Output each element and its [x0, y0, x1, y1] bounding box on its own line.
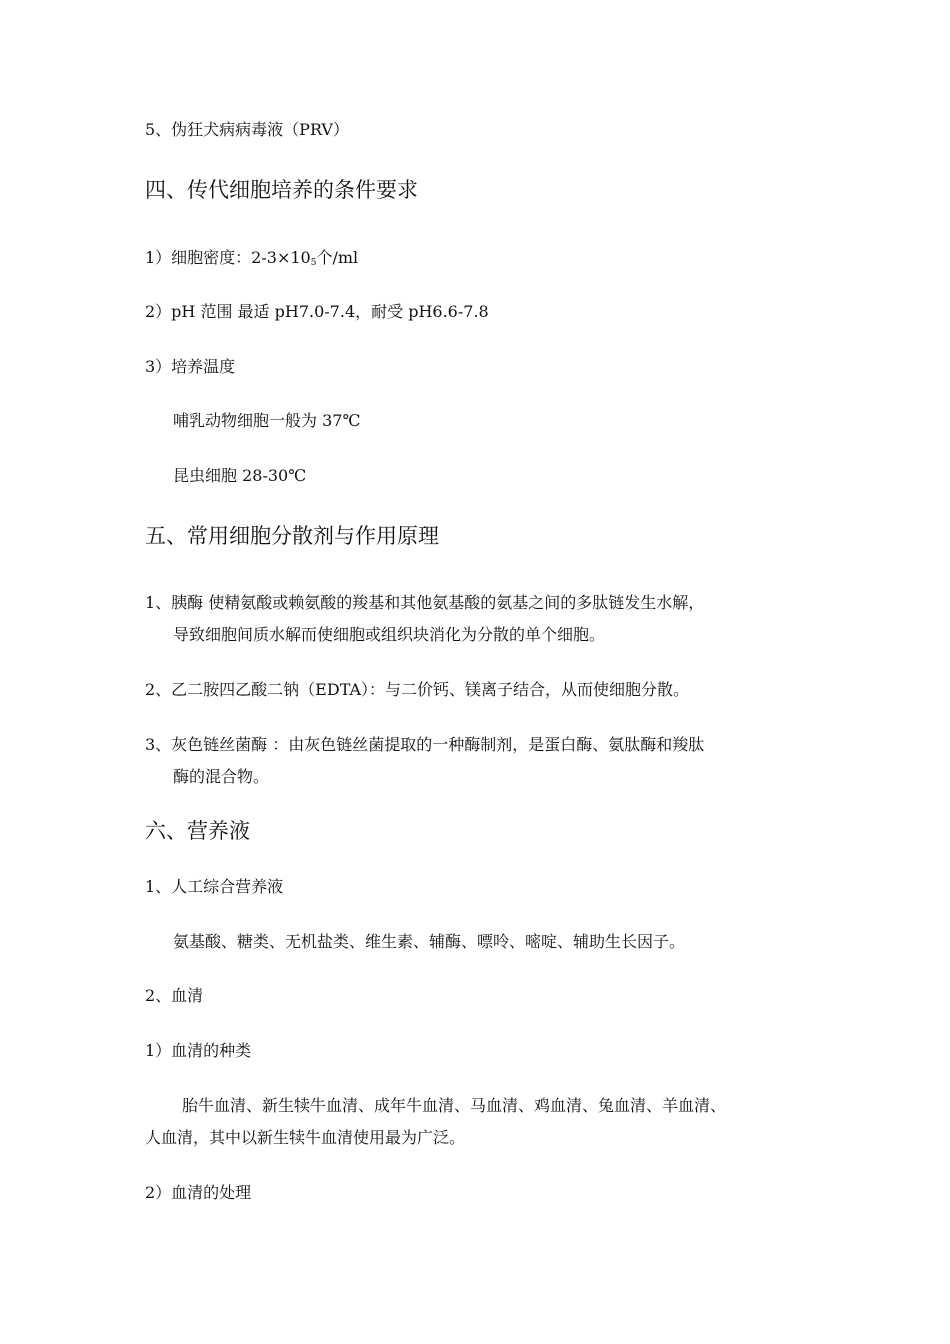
serum-types-line: 1）血清的种类: [145, 1041, 252, 1060]
ph-range-line: 2）pH 范围 最适 pH7.0-7.4，耐受 pH6.6-7.8: [145, 302, 489, 321]
section-heading-nutrient-solution: 六、营养液: [145, 819, 250, 843]
serum-line: 2、血清: [145, 986, 204, 1005]
mammal-temperature-line: 哺乳动物细胞一般为 37℃: [173, 411, 361, 430]
cell-density-unit: 个/ml: [316, 248, 359, 267]
list-item-prv: 5、伪狂犬病病毒液（PRV）: [145, 120, 349, 139]
pronase-line-2: 酶的混合物。: [173, 767, 270, 786]
pronase-line-1: 3、灰色链丝菌酶 ：由灰色链丝菌提取的一种酶制剂，是蛋白酶、氨肽酶和羧肽: [145, 735, 705, 754]
serum-types-text-1: 胎牛血清、新生犊牛血清、成年牛血清、马血清、鸡血清、兔血清、羊血清、: [182, 1096, 727, 1115]
medium-components-line: 氨基酸、糖类、无机盐类、维生素、辅酶、嘌呤、嘧啶、辅助生长因子。: [173, 932, 686, 951]
cell-density-text: 1）细胞密度：2-3×10: [145, 248, 311, 267]
serum-processing-line: 2）血清的处理: [145, 1183, 252, 1202]
serum-types-text-2: 人血清，其中以新生犊牛血清使用最为广泛。: [145, 1128, 466, 1147]
edta-line: 2、乙二胺四乙酸二钠（EDTA）：与二价钙、镁离子结合，从而使细胞分散。: [145, 680, 690, 699]
section-heading-subculture-conditions: 四、传代细胞培养的条件要求: [145, 178, 418, 202]
section-heading-dispersants: 五、常用细胞分散剂与作用原理: [145, 524, 439, 548]
exponent: 5: [310, 258, 317, 268]
trypsin-line-1: 1、胰酶 使精氨酸或赖氨酸的羧基和其他氨基酸的氨基之间的多肽链发生水解，: [145, 593, 705, 612]
insect-temperature-line: 昆虫细胞 28-30℃: [173, 466, 307, 485]
trypsin-line-2: 导致细胞间质水解而使细胞或组织块消化为分散的单个细胞。: [173, 625, 606, 644]
cell-density-line: [145, 248, 358, 271]
synthetic-medium-line: 1、人工综合营养液: [145, 877, 284, 896]
culture-temperature-line: 3）培养温度: [145, 357, 236, 376]
